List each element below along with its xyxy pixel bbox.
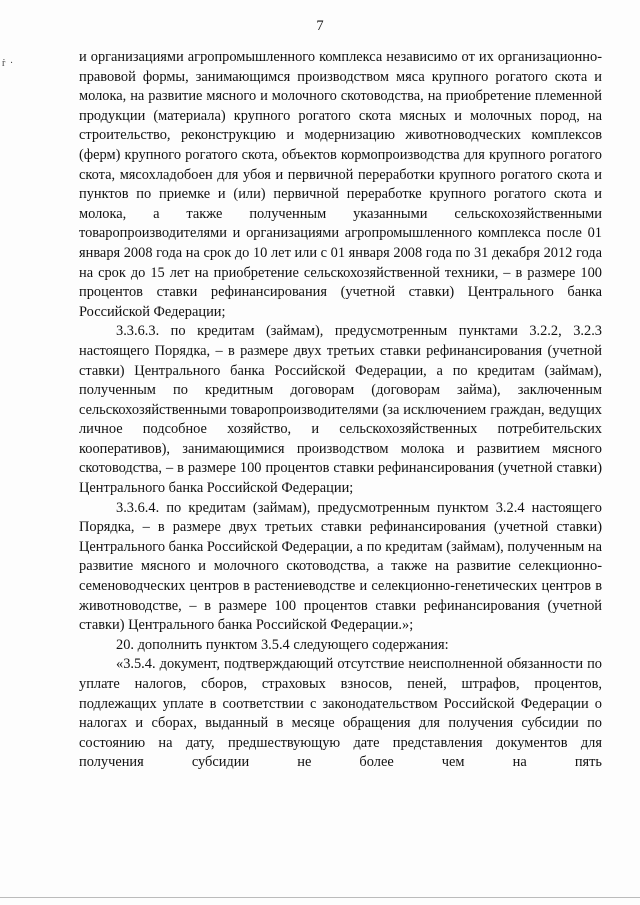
page-bottom-edge	[0, 897, 640, 898]
margin-mark: ṙ ·	[2, 58, 15, 69]
body-text	[79, 48, 602, 773]
paragraph-3-3-6-3: 3.3.6.3. по кредитам (займам), предусмотренным пунктами 3.2.2, 3.2.3 настоящего Порядка, – в размере двух третьих ставки рефинансирования (учетной ставки) Центрального банка Российской Федерации, а по кредитам (займам), полученным по кредитным договорам (договорам займа), заключенным сельскохозяйственными товаропроизводителями (за исключением граждан, ведущих личное подсобное хозяйство, и сельскохозяйственных потребительских кооперативов), занимающимися производством молока и развитием мясного скотоводства, – в размере 100 процентов ставки рефинансирования (учетной ставки) Центрального банка Российской Федерации;	[79, 323, 602, 497]
paragraph-3-3-6-4: 3.3.6.4. по кредитам (займам), предусмотренным пунктом 3.2.4 настоящего Порядка, – в размере двух третьих ставки рефинансирования (учетной ставки) Центрального банка Российской Федерации, а по кредитам (займам), полученным на развитие мясного и молочного скотоводства, а также на развитие селекционно-семеноводческих центров в растениеводстве и селекционно-генетических центров в животноводстве, – в размере 100 процентов ставки рефинансирования (учетной ставки) Центрального банка Российской Федерации.»;	[79, 499, 602, 634]
paragraph-3-5-4: «3.5.4. документ, подтверждающий отсутствие неисполненной обязанности по уплате налогов, сборов, страховых взносов, пеней, штрафов, процентов, подлежащих уплате в соответствии с законодательством Российской Федерации о налогах и сборах, выданный в месяце обращения для получения субсидии по состоянию на дату, предшествующую дате представления документов для получения субсидии не более чем на пять	[79, 656, 602, 771]
paragraph-continuation: и организациями агропромышленного комплекса независимо от их организационно-правовой формы, занимающимся производством мяса крупного рогатого скота и молока, на развитие мясного и молочного скотоводства, на приобретение племенной продукции (материала) крупного рогатого скота мясных и молочных пород, на строительство, реконструкцию и модернизацию животноводческих комплексов (ферм) крупного рогатого скота, объектов кормопроизводства для крупного рогатого скота, мясохладобоен для убоя и первичной переработки крупного рогатого скота и пунктов по приемке и (или) первичной переработке крупного рогатого скота и молока, а также полученным указанными сельскохозяйственными товаропроизводителями и организациями агропромышленного комплекса после 01 января 2008 года на срок до 10 лет или с 01 января 2008 года по 31 декабря 2012 года на срок до 15 лет на приобретение сельскохозяйственной техники, – в размере 100 процентов ставки рефинансирования (учетной ставки) Центрального банка Российской Федерации;	[79, 49, 602, 320]
page-number: 7	[316, 18, 324, 34]
paragraph-item-20: 20. дополнить пунктом 3.5.4 следующего содержания:	[116, 636, 449, 653]
